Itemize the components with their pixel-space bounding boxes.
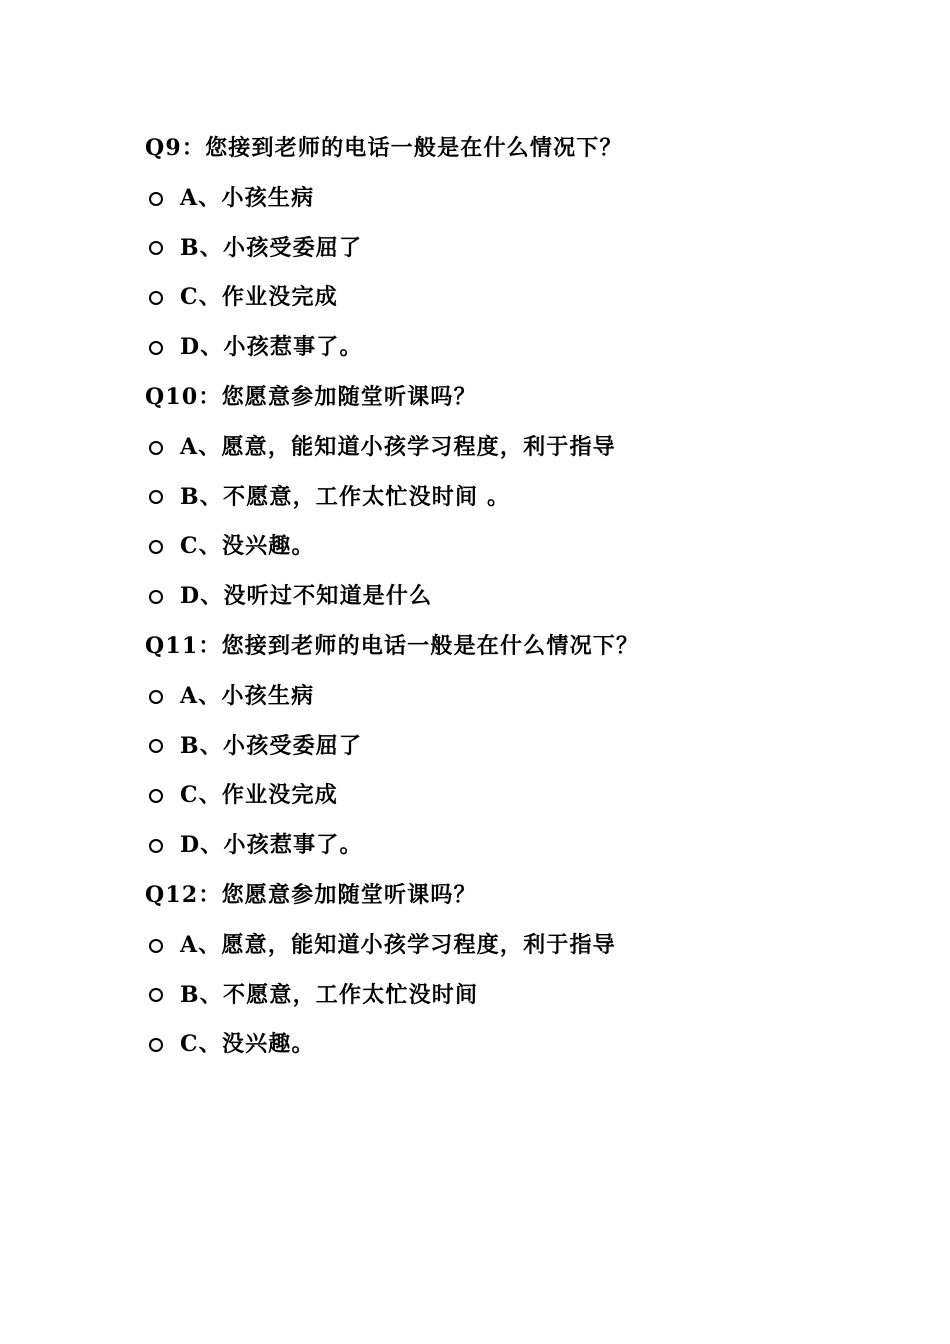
radio-circle-icon[interactable] (149, 540, 163, 554)
option-label: C、没兴趣。 (180, 533, 315, 560)
option-label: A、小孩生病 (180, 184, 315, 211)
option-label: C、作业没完成 (180, 284, 338, 311)
question-q10: Q10：您愿意参加随堂听课吗？ (145, 383, 477, 410)
radio-circle-icon[interactable] (149, 490, 163, 504)
option-label: B、小孩受委屈了 (180, 234, 363, 261)
option-label: C、没兴趣。 (180, 1031, 315, 1058)
radio-circle-icon[interactable] (149, 341, 163, 355)
survey-content (145, 124, 845, 1070)
option-label: B、小孩受委屈了 (180, 732, 363, 759)
option-q9-a[interactable] (145, 174, 845, 224)
radio-circle-icon[interactable] (149, 192, 163, 206)
option-q11-a[interactable] (145, 672, 845, 722)
question-q11: Q11：您接到老师的电话一般是在什么情况下？ (145, 632, 640, 659)
option-q9-b[interactable] (145, 224, 845, 274)
option-q12-a[interactable] (145, 921, 845, 971)
radio-circle-icon[interactable] (149, 441, 163, 455)
option-q12-c[interactable] (145, 1020, 845, 1070)
radio-circle-icon[interactable] (149, 839, 163, 853)
question-q9: Q9：您接到老师的电话一般是在什么情况下？ (145, 135, 623, 161)
option-label: C、作业没完成 (180, 782, 338, 809)
option-q11-d[interactable] (145, 821, 845, 871)
radio-circle-icon[interactable] (149, 690, 163, 704)
option-q9-c[interactable] (145, 273, 845, 323)
option-q9-d[interactable] (145, 323, 845, 373)
option-label: B、不愿意，工作太忙没时间 。 (180, 483, 511, 510)
option-q11-c[interactable] (145, 771, 845, 821)
option-q12-b[interactable] (145, 971, 845, 1021)
radio-circle-icon[interactable] (149, 1038, 163, 1052)
option-label: D、没听过不知道是什么 (180, 583, 433, 610)
option-label: A、愿意，能知道小孩学习程度，利于指导 (180, 931, 616, 958)
radio-circle-icon[interactable] (149, 241, 163, 255)
option-q10-d[interactable] (145, 572, 845, 622)
option-label: A、小孩生病 (180, 682, 315, 709)
option-label: D、小孩惹事了。 (180, 832, 363, 859)
radio-circle-icon[interactable] (149, 789, 163, 803)
radio-circle-icon[interactable] (149, 939, 163, 953)
option-label: A、愿意，能知道小孩学习程度，利于指导 (180, 433, 616, 460)
option-label: D、小孩惹事了。 (180, 334, 363, 361)
radio-circle-icon[interactable] (149, 988, 163, 1002)
option-q11-b[interactable] (145, 722, 845, 772)
question-q12: Q12：您愿意参加随堂听课吗？ (145, 881, 477, 908)
option-q10-b[interactable] (145, 473, 845, 523)
radio-circle-icon[interactable] (149, 590, 163, 604)
radio-circle-icon[interactable] (149, 291, 163, 305)
option-q10-a[interactable] (145, 423, 845, 473)
option-label: B、不愿意，工作太忙没时间 (180, 981, 479, 1008)
option-q10-c[interactable] (145, 522, 845, 572)
radio-circle-icon[interactable] (149, 739, 163, 753)
